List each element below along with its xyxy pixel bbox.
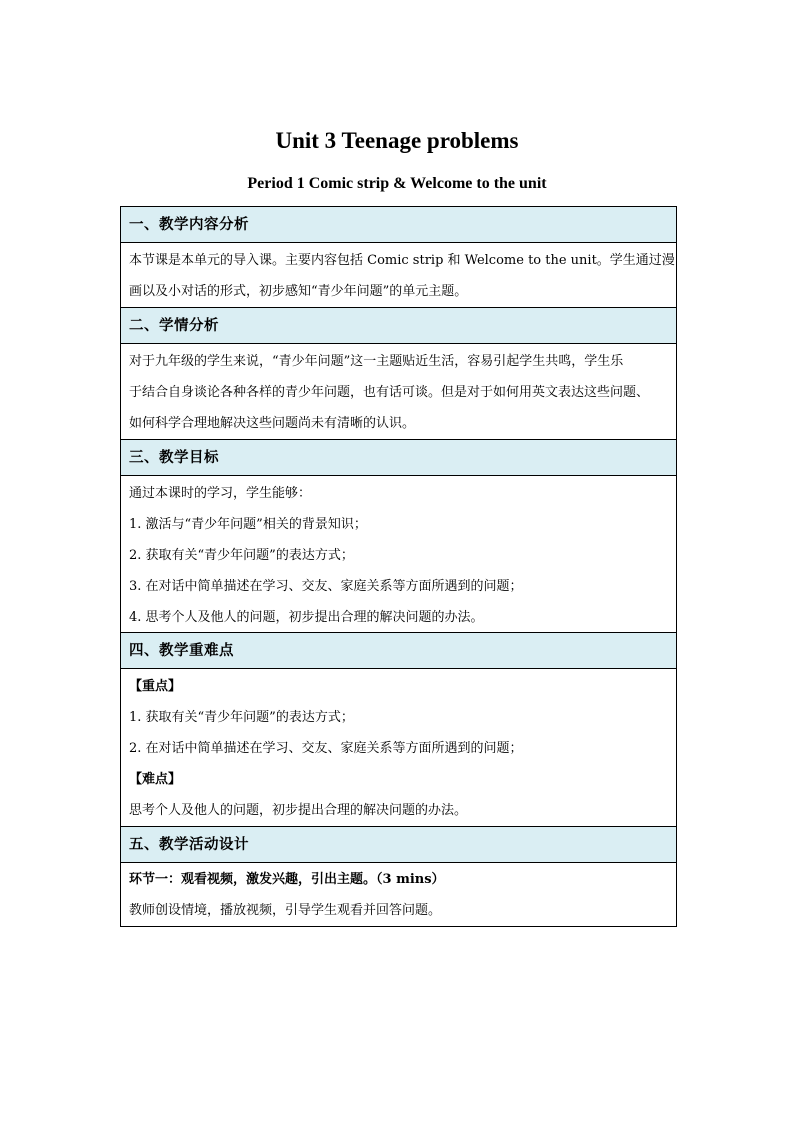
- key-point-item: 1. 获取有关“青少年问题”的表达方式；: [129, 710, 354, 725]
- difficult-point-item: 思考个人及他人的问题，初步提出合理的解决问题的办法。: [129, 803, 468, 818]
- lesson-plan-table: [120, 206, 677, 927]
- objective-item: 2. 获取有关“青少年问题”的表达方式；: [129, 548, 354, 563]
- section-header-objectives: 三、教学目标: [121, 440, 676, 476]
- key-point-item: 2. 在对话中简单描述在学习、交友、家庭关系等方面所遇到的问题；: [129, 741, 523, 756]
- difficult-points-label: 【难点】: [129, 772, 182, 787]
- section-body-student-analysis: [121, 344, 676, 440]
- paragraph-line: 教师创设情境，播放视频，引导学生观看并回答问题。: [129, 903, 442, 918]
- paragraph-line: 本节课是本单元的导入课。主要内容包括 Comic strip 和 Welcome to the unit。学生通过漫: [129, 253, 675, 268]
- section-body-objectives: [121, 476, 676, 633]
- paragraph-line: 画以及小对话的形式，初步感知“青少年问题”的单元主题。: [129, 284, 468, 299]
- objective-item: 3. 在对话中简单描述在学习、交友、家庭关系等方面所遇到的问题；: [129, 579, 523, 594]
- objective-item: 4. 思考个人及他人的问题，初步提出合理的解决问题的办法。: [129, 610, 484, 625]
- section-body-content-analysis: [121, 243, 676, 308]
- objective-item: 1. 激活与“青少年问题”相关的背景知识；: [129, 517, 367, 532]
- document-subtitle: Period 1 Comic strip & Welcome to the unit: [247, 175, 547, 192]
- paragraph-line: 如何科学合理地解决这些问题尚未有清晰的认识。: [129, 416, 416, 431]
- section-header-student-analysis: 二、学情分析: [121, 308, 676, 344]
- paragraph-line: 于结合自身谈论各种各样的青少年问题，也有话可谈。但是对于如何用英文表达这些问题、: [129, 385, 650, 400]
- paragraph-line: 对于九年级的学生来说，“青少年问题”这一主题贴近生活，容易引起学生共鸣，学生乐: [129, 354, 624, 369]
- document-title: Unit 3 Teenage problems: [275, 128, 519, 153]
- key-points-label: 【重点】: [129, 679, 182, 694]
- objectives-intro: 通过本课时的学习，学生能够：: [129, 486, 312, 501]
- activity-step-title: 环节一：观看视频，激发兴趣，引出主题。（3 mins）: [129, 872, 445, 887]
- section-header-content-analysis: 一、教学内容分析: [121, 207, 676, 243]
- section-header-activity-design: 五、教学活动设计: [121, 827, 676, 863]
- section-body-activity-design: [121, 863, 676, 926]
- section-header-key-points: 四、教学重难点: [121, 633, 676, 669]
- section-body-key-points: [121, 669, 676, 827]
